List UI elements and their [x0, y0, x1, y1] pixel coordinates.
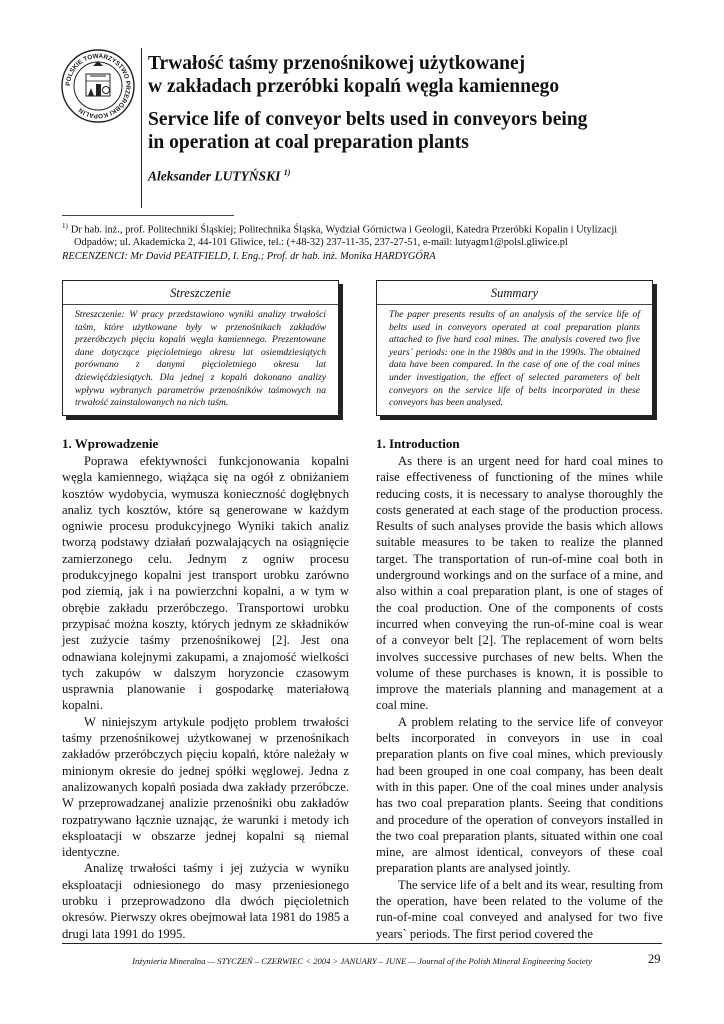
english-column: [376, 436, 663, 942]
polish-paragraph: W niniejszym artykule podjęto problem trwałości taśmy przenośnikowej użytkowanej w przenośnikach zakładów przeróbczych pięciu kopalń, które należały w minionym okresie do jednej spółki węglowej. Jedna z analizowanych kopalń posiada dwa zakłady przeróbcze. W przeprowadzanej analizie przenośniki obu zakładów rozpatrywano łącznie uznając, że warunki i metody ich eksploatacji w obszarze jednej kopalni są niemal identyczne.: [62, 714, 349, 860]
abstract-polish-rule: [63, 304, 338, 305]
abstract-english-box: [376, 280, 653, 416]
author-line: [148, 168, 688, 185]
society-logo-seal: [60, 48, 136, 124]
footnote-mark: 1): [62, 222, 68, 230]
section-heading-english: 1. Introduction: [376, 436, 460, 451]
title-block: [148, 52, 688, 185]
polish-paragraph: Analizę trwałości taśmy i jej zużycia w wyniku eksploatacji odniesionego do masy przeniesionego urobku i przeprowadzono dla dwóch pięcioletnich okresów. Pierwszy okres obejmował lata 1981 do 1985 a drugi lata 1991 do 1995.: [62, 861, 349, 941]
title-vertical-rule: [141, 48, 142, 208]
abstract-polish-box: [62, 280, 339, 416]
title-polish: [148, 52, 688, 98]
seal-emblem-icon: [60, 48, 136, 124]
english-paragraph: A problem relating to the service life of conveyor belts incorporated in conveyors in use in coal preparation plants on five coal mines, which previously had been grouped in one coal company, has been dealt with in this paper. One of the coal mines under analysis has two coal preparation plants. Seeing that conditions and procedure of the operation of conveyors installed in the two coal preparation plants, situated within one coal mine, are almost identical, conveyors of these coal preparation plants are analysed jointly.: [376, 714, 663, 876]
author-footnote-mark: 1): [283, 168, 291, 177]
author-footnote: [62, 220, 692, 250]
english-paragraph: As there is an urgent need for hard coal mines to raise effectiveness of functioning of the mines while reducing costs, it is necessary to analyse thoroughly the costs generated at each stage of the production process. Results of such analyses provide the basis which allows suitable measures to be taken to realize the planned target. The transportation of run-of-mine coal both in underground workings and on the surface of a mine, and also within a coal preparation plant, is one of stages of the coal production. One of the components of costs incurred when conveying the run-of-mine coal is wear of a conveyor belt [2]. The replacement of worn belts involves successive purchases of new belts. When the volume of these purchases is known, it is possible to improve the materials planning and management at a coal mine.: [376, 454, 663, 713]
title-english-line-2: in operation at coal preparation plants: [148, 132, 469, 153]
footnote-rule: [62, 215, 234, 216]
title-polish-line-2: w zakładach przeróbki kopalń węgla kamiennego: [148, 76, 560, 97]
polish-paragraph: Poprawa efektywności funkcjonowania kopalni węgla kamiennego, wiążąca się na ogół z obniżaniem kosztów wydobycia, wymusza konieczność dogłębnych analiz tych kosztów, które są generowane w każdym ogniwie procesu produkcyjnego Wyniki takich analiz tworzą podstawy działań pozwalających na osiągnięcie zamierzonego celu. Jednym z ogniw procesu produkcyjnego kopalni jest transport urobku zarówno pod ziemią, jak i na powierzchni kopalni, a w tym w obrębie zakładu przeróbczego. Transportowi urobku przypisać można koszty, których jednym ze składników jest zużycie taśmy przenośnikowej [2]. Jest ona odnawiana kolejnymi zakupami, a znajomość wielkości tych zakupów w dalszym horyzoncie czasowym usprawnia planowanie i gospodarkę materiałową kopalni.: [62, 454, 349, 713]
abstract-polish-text: Streszczenie: W pracy przedstawiono wyniki analizy trwałości taśm, które użytkowane były w przenośnikach zakładów przeróbczych pięciu kopalń węgla kamiennego. Prezentowane dane dotyczące pięcioletniego okresu lat osiemdziesiątych porównano z danymi pięcioletniego okresu lat dziewięćdziesiątych. Dla jednej z kopalń dokonano analizy wpływu wybranych parametrów przenośników taśmowych na trwałość zainstalowanych na nich taśm.: [75, 309, 326, 409]
svg-text:POLSKIE TOWARZYSTWO PRZERÓBKI: POLSKIE TOWARZYSTWO PRZERÓBKI KOPALIN: [64, 52, 132, 120]
title-english: [148, 108, 688, 154]
abstract-english-title: Summary: [490, 286, 539, 300]
footer-rule: [62, 943, 662, 944]
title-polish-line-1: Trwałość taśmy przenośnikowej użytkowanej: [148, 53, 526, 74]
abstract-polish-title: Streszczenie: [170, 286, 231, 300]
footnote-line-2: Odpadów; ul. Akademicka 2, 44-101 Gliwice, tel.: (+48-32) 237-11-35, 237-27-51, e-mail: lutyagm1@polsl.gliwice.pl: [74, 237, 568, 249]
english-paragraph: The service life of a belt and its wear, resulting from the operation, have been related to the volume of the run-of-mine coal conveyed and analysed for two five years` periods. The first period covered the: [376, 877, 663, 941]
footnote-line-1: Dr hab. inż., prof. Politechniki Śląskiej; Politechnika Śląska, Wydział Górnictwa i Geologii, Katedra Przeróbki Kopalin i Utylizacji: [70, 224, 618, 236]
title-english-line-1: Service life of conveyor belts used in conveyors being: [148, 109, 588, 130]
page-number: 29: [648, 952, 661, 966]
journal-footer: Inżynieria Mineralna — STYCZEŃ – CZERWIEC < 2004 > JANUARY – JUNE — Journal of the Polish Mineral Engineering Society: [132, 956, 592, 966]
abstract-english-rule: [377, 304, 652, 305]
reviewers-line: RECENZENCI: Mr David PEATFIELD, I. Eng.; Prof. dr hab. inż. Monika HARDYGÓRA: [62, 251, 436, 262]
polish-column: [62, 436, 349, 942]
abstract-english-text: The paper presents results of an analysis of the service life of belts used in conveyors operated at coal preparation plants attached to five hard coal mines. The analysis covered two five years` periods: one in the 1980s and in the 1990s. The obtained data have been compared. In the case of one of the coal mines under investigation, the effect of selected parameters of belt conveyors on the service life of belts incorporated in these conveyors has been analysed.: [389, 309, 640, 409]
section-heading-polish: 1. Wprowadzenie: [62, 436, 159, 451]
author-name: Aleksander LUTYŃSKI: [148, 168, 281, 184]
